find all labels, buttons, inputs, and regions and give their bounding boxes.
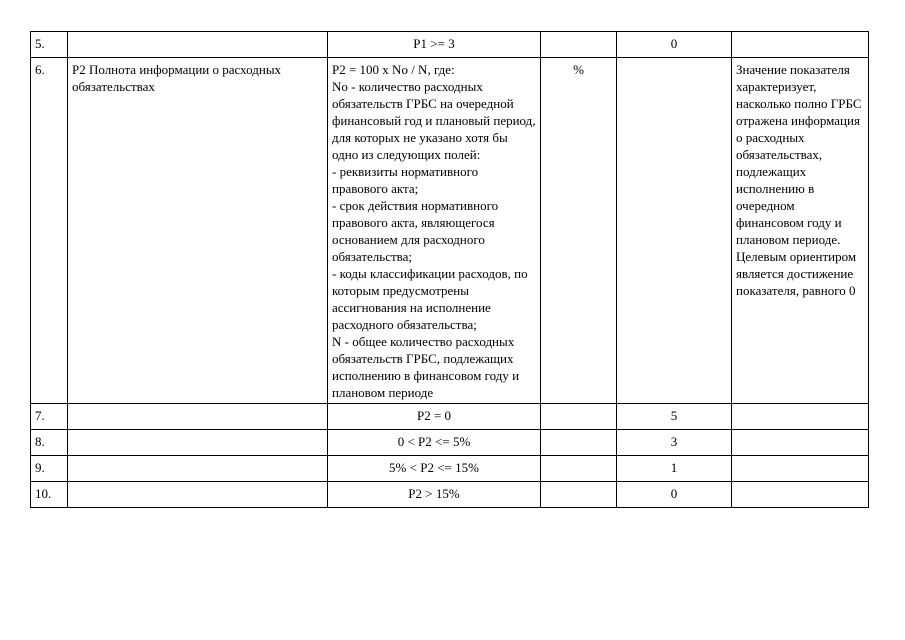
row-number: 5. — [31, 32, 68, 58]
indicator-unit — [541, 32, 617, 58]
table-row — [31, 58, 869, 404]
indicator-unit — [541, 456, 617, 482]
indicator-comment — [732, 404, 869, 430]
table-row — [31, 456, 869, 482]
indicator-formula: P2 > 15% — [328, 482, 541, 508]
indicator-formula: 0 < P2 <= 5% — [328, 430, 541, 456]
indicator-name: P2 Полнота информации о расходных обязательствах — [68, 58, 328, 404]
indicator-comment — [732, 430, 869, 456]
indicator-formula: P2 = 100 x No / N, где: No - количество расходных обязательств ГРБС на очередной финансовый год и плановый период, для которых не указано хотя бы одно из следующих полей: - реквизиты нормативного правового акта; - срок действия нормативного правового акта, являющегося основанием для расходного обязательства; - коды классификации расходов, по которым предусмотрены ассигнования на исполнение расходного обязательства; N - общее количество расходных обязательств ГРБС, подлежащих исполнению в финансовом году и плановом периоде — [328, 58, 541, 404]
row-number: 9. — [31, 456, 68, 482]
indicator-score: 5 — [617, 404, 732, 430]
indicator-formula: P2 = 0 — [328, 404, 541, 430]
indicator-score: 0 — [617, 482, 732, 508]
indicator-comment — [732, 456, 869, 482]
indicator-unit — [541, 430, 617, 456]
indicator-name — [68, 430, 328, 456]
indicator-name — [68, 32, 328, 58]
table-row — [31, 482, 869, 508]
indicator-score: 3 — [617, 430, 732, 456]
indicator-table — [30, 31, 869, 508]
indicator-unit: % — [541, 58, 617, 404]
indicator-score: 1 — [617, 456, 732, 482]
row-number: 7. — [31, 404, 68, 430]
indicator-unit — [541, 404, 617, 430]
row-number: 8. — [31, 430, 68, 456]
table-row — [31, 404, 869, 430]
table-row — [31, 430, 869, 456]
indicator-formula: P1 >= 3 — [328, 32, 541, 58]
indicator-formula: 5% < P2 <= 15% — [328, 456, 541, 482]
row-number: 6. — [31, 58, 68, 404]
row-number: 10. — [31, 482, 68, 508]
indicator-score: 0 — [617, 32, 732, 58]
table-row — [31, 32, 869, 58]
indicator-name — [68, 482, 328, 508]
indicator-unit — [541, 482, 617, 508]
indicator-comment — [732, 32, 869, 58]
indicator-name — [68, 404, 328, 430]
indicator-comment: Значение показателя характеризует, насколько полно ГРБС отражена информация о расходных обязательствах, подлежащих исполнению в очередном финансовом году и плановом периоде. Целевым ориентиром является достижение показателя, равного 0 — [732, 58, 869, 404]
indicator-comment — [732, 482, 869, 508]
indicator-score — [617, 58, 732, 404]
indicator-name — [68, 456, 328, 482]
